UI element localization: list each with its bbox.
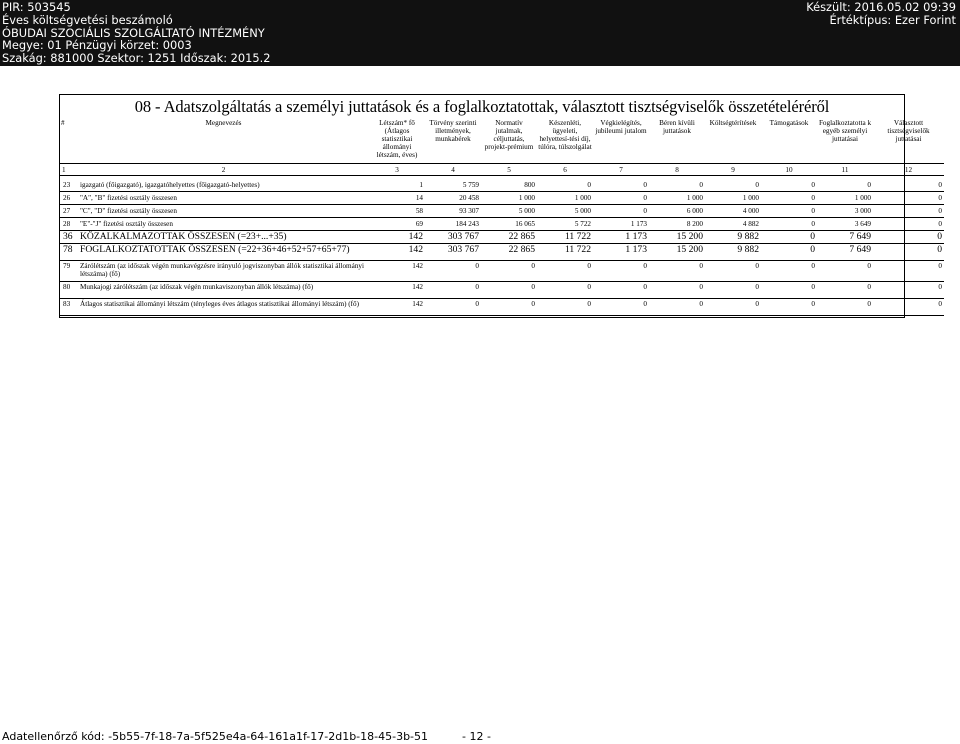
row-code: 80 xyxy=(60,282,78,299)
cell-value: 1 000 xyxy=(649,192,705,205)
row-label: Átlagos statisztikai állományi létszám (tényleges éves átlagos statisztikai állományi létszám) (fő) xyxy=(78,299,369,316)
cell-value: 16 065 xyxy=(481,218,537,231)
col-number: 12 xyxy=(873,164,944,176)
col-header: Béren kívüli juttatások xyxy=(649,119,705,164)
cell-value: 58 xyxy=(369,205,425,218)
cell-value: 6 000 xyxy=(649,205,705,218)
report-table-frame xyxy=(59,94,942,318)
cell-value: 1 000 xyxy=(481,192,537,205)
table-row xyxy=(60,231,944,244)
cell-value: 0 xyxy=(873,244,944,261)
institution-name: ÓBUDAI SZOCIÁLIS SZOLGÁLTATÓ INTÉZMÉNY xyxy=(2,25,265,40)
cell-value: 5 000 xyxy=(481,205,537,218)
sector-period-line: Szakág: 881000 Szektor: 1251 Időszak: 2015.2 xyxy=(2,51,271,66)
row-label: "C", "D" fizetési osztály összesen xyxy=(78,205,369,218)
cell-value: 0 xyxy=(649,261,705,282)
cell-value: 1 000 xyxy=(537,192,593,205)
cell-value: 9 882 xyxy=(705,231,761,244)
cell-value: 0 xyxy=(761,192,817,205)
cell-value: 0 xyxy=(593,205,649,218)
cell-value: 0 xyxy=(481,282,537,299)
table-title: 08 - Adatszolgáltatás a személyi juttatások és a foglalkoztatottak, választott tisztségviselők összetételéréről xyxy=(134,97,830,116)
row-label: igazgató (főigazgató), igazgatóhelyettes (főigazgató-helyettes) xyxy=(78,179,369,192)
cell-value: 0 xyxy=(873,282,944,299)
col-header: Költségtérítések xyxy=(705,119,761,164)
row-code: 27 xyxy=(60,205,78,218)
cell-value: 0 xyxy=(817,282,873,299)
table-row xyxy=(60,244,944,261)
col-header: Támogatások xyxy=(761,119,817,164)
col-number: 10 xyxy=(761,164,817,176)
cell-value: 1 000 xyxy=(817,192,873,205)
cell-value: 800 xyxy=(481,179,537,192)
control-code: Adatellenőrző kód: -5b55-7f-18-7a-5f525e4a-64-161a1f-17-2d1b-18-45-3b-51 xyxy=(2,730,429,743)
cell-value: 303 767 xyxy=(425,244,481,261)
row-code: 23 xyxy=(60,179,78,192)
row-code: 78 xyxy=(60,244,78,261)
cell-value: 0 xyxy=(705,179,761,192)
value-type: Értéktípus: Ezer Forint xyxy=(829,12,956,27)
report-header-right xyxy=(806,1,956,27)
cell-value: 1 000 xyxy=(705,192,761,205)
table-row xyxy=(60,218,944,231)
cell-value: 5 000 xyxy=(537,205,593,218)
report-type-line: Éves költségvetési beszámoló xyxy=(2,12,173,27)
cell-value: 303 767 xyxy=(425,231,481,244)
page-number: - 12 - xyxy=(462,730,491,743)
cell-value: 0 xyxy=(873,205,944,218)
cell-value: 0 xyxy=(649,282,705,299)
cell-value: 22 865 xyxy=(481,231,537,244)
cell-value: 0 xyxy=(593,299,649,316)
cell-value: 142 xyxy=(369,299,425,316)
county-district-line: Megye: 01 Pénzügyi körzet: 0003 xyxy=(2,38,192,53)
cell-value: 93 307 xyxy=(425,205,481,218)
cell-value: 0 xyxy=(761,282,817,299)
col-header: Létszám* fő (Átlagos statisztikai állományi létszám, éves) xyxy=(369,119,425,164)
cell-value: 11 722 xyxy=(537,244,593,261)
cell-value: 0 xyxy=(705,282,761,299)
col-number: 6 xyxy=(537,164,593,176)
cell-value: 5 722 xyxy=(537,218,593,231)
cell-value: 0 xyxy=(761,205,817,218)
cell-value: 4 882 xyxy=(705,218,761,231)
cell-value: 0 xyxy=(873,192,944,205)
col-header: Választott tisztségviselők juttatásai xyxy=(873,119,944,164)
cell-value: 0 xyxy=(425,299,481,316)
cell-value: 0 xyxy=(537,261,593,282)
cell-value: 0 xyxy=(481,299,537,316)
cell-value: 0 xyxy=(817,179,873,192)
table-row xyxy=(60,261,944,282)
col-header: Végkielégítés, jubileumi jutalom xyxy=(593,119,649,164)
cell-value: 1 173 xyxy=(593,244,649,261)
col-number: 9 xyxy=(705,164,761,176)
cell-value: 3 649 xyxy=(817,218,873,231)
col-header: Foglalkoztatotta k egyéb személyi juttatásai xyxy=(817,119,873,164)
table-row xyxy=(60,299,944,316)
cell-value: 0 xyxy=(705,299,761,316)
cell-value: 0 xyxy=(593,261,649,282)
cell-value: 1 173 xyxy=(593,218,649,231)
col-header: # xyxy=(60,119,78,164)
cell-value: 0 xyxy=(593,179,649,192)
cell-value: 0 xyxy=(593,282,649,299)
cell-value: 20 458 xyxy=(425,192,481,205)
personnel-table xyxy=(60,119,944,316)
row-label: "A", "B" fizetési osztály összesen xyxy=(78,192,369,205)
col-number: 7 xyxy=(593,164,649,176)
cell-value: 11 722 xyxy=(537,231,593,244)
cell-value: 0 xyxy=(705,261,761,282)
table-row xyxy=(60,179,944,192)
col-header: Normatív jutalmak, céljuttatás, projekt-prémium xyxy=(481,119,537,164)
cell-value: 0 xyxy=(761,231,817,244)
cell-value: 7 649 xyxy=(817,231,873,244)
cell-value: 142 xyxy=(369,261,425,282)
cell-value: 0 xyxy=(873,299,944,316)
table-row xyxy=(60,192,944,205)
table-row xyxy=(60,282,944,299)
row-label: KÖZALKALMAZOTTAK ÖSSZESEN (=23+...+35) xyxy=(78,231,369,244)
cell-value: 5 759 xyxy=(425,179,481,192)
row-label: FOGLALKOZTATOTTAK ÖSSZESEN (=22+36+46+52+57+65+77) xyxy=(78,244,369,261)
cell-value: 7 649 xyxy=(817,244,873,261)
cell-value: 142 xyxy=(369,231,425,244)
cell-value: 0 xyxy=(537,282,593,299)
col-header: Készenléti, ügyeleti, helyettesí-tési díj, túlóra, túlszolgálat xyxy=(537,119,593,164)
cell-value: 9 882 xyxy=(705,244,761,261)
col-number: 4 xyxy=(425,164,481,176)
column-number-row xyxy=(60,164,944,176)
cell-value: 0 xyxy=(593,192,649,205)
cell-value: 22 865 xyxy=(481,244,537,261)
cell-value: 0 xyxy=(817,261,873,282)
cell-value: 0 xyxy=(649,179,705,192)
row-code: 26 xyxy=(60,192,78,205)
cell-value: 0 xyxy=(817,299,873,316)
col-header: Megnevezés xyxy=(78,119,369,164)
cell-value: 0 xyxy=(873,231,944,244)
cell-value: 1 xyxy=(369,179,425,192)
created-timestamp: Készült: 2016.05.02 09:39 xyxy=(806,0,956,14)
cell-value: 0 xyxy=(761,261,817,282)
col-number: 3 xyxy=(369,164,425,176)
row-label: "E"-"J" fizetési osztály összesen xyxy=(78,218,369,231)
cell-value: 0 xyxy=(873,179,944,192)
cell-value: 0 xyxy=(481,261,537,282)
row-code: 36 xyxy=(60,231,78,244)
cell-value: 0 xyxy=(537,299,593,316)
cell-value: 15 200 xyxy=(649,244,705,261)
cell-value: 0 xyxy=(537,179,593,192)
cell-value: 0 xyxy=(873,218,944,231)
cell-value: 0 xyxy=(761,179,817,192)
table-row xyxy=(60,205,944,218)
row-code: 28 xyxy=(60,218,78,231)
cell-value: 3 000 xyxy=(817,205,873,218)
cell-value: 69 xyxy=(369,218,425,231)
row-code: 83 xyxy=(60,299,78,316)
row-code: 79 xyxy=(60,261,78,282)
row-label: Munkajogi zárólétszám (az időszak végén munkaviszonyban állók létszáma) (fő) xyxy=(78,282,369,299)
col-number: 11 xyxy=(817,164,873,176)
cell-value: 0 xyxy=(873,261,944,282)
cell-value: 0 xyxy=(761,299,817,316)
cell-value: 0 xyxy=(761,218,817,231)
cell-value: 8 200 xyxy=(649,218,705,231)
cell-value: 4 000 xyxy=(705,205,761,218)
cell-value: 142 xyxy=(369,244,425,261)
cell-value: 0 xyxy=(425,261,481,282)
cell-value: 0 xyxy=(649,299,705,316)
col-header: Törvény szerinti illetmények, munkabérek xyxy=(425,119,481,164)
cell-value: 184 243 xyxy=(425,218,481,231)
cell-value: 142 xyxy=(369,282,425,299)
pir-line: PIR: 503545 xyxy=(2,0,71,14)
row-label: Zárólétszám (az időszak végén munkavégzésre irányuló jogviszonyban állók statisztikai állományi létszáma) (fő) xyxy=(78,261,369,282)
report-header xyxy=(0,0,960,66)
cell-value: 15 200 xyxy=(649,231,705,244)
cell-value: 0 xyxy=(761,244,817,261)
report-header-left xyxy=(2,1,271,65)
col-number: 8 xyxy=(649,164,705,176)
cell-value: 14 xyxy=(369,192,425,205)
col-number: 1 xyxy=(60,164,78,176)
column-header-row xyxy=(60,119,944,164)
cell-value: 1 173 xyxy=(593,231,649,244)
col-number: 2 xyxy=(78,164,369,176)
col-number: 5 xyxy=(481,164,537,176)
cell-value: 0 xyxy=(425,282,481,299)
